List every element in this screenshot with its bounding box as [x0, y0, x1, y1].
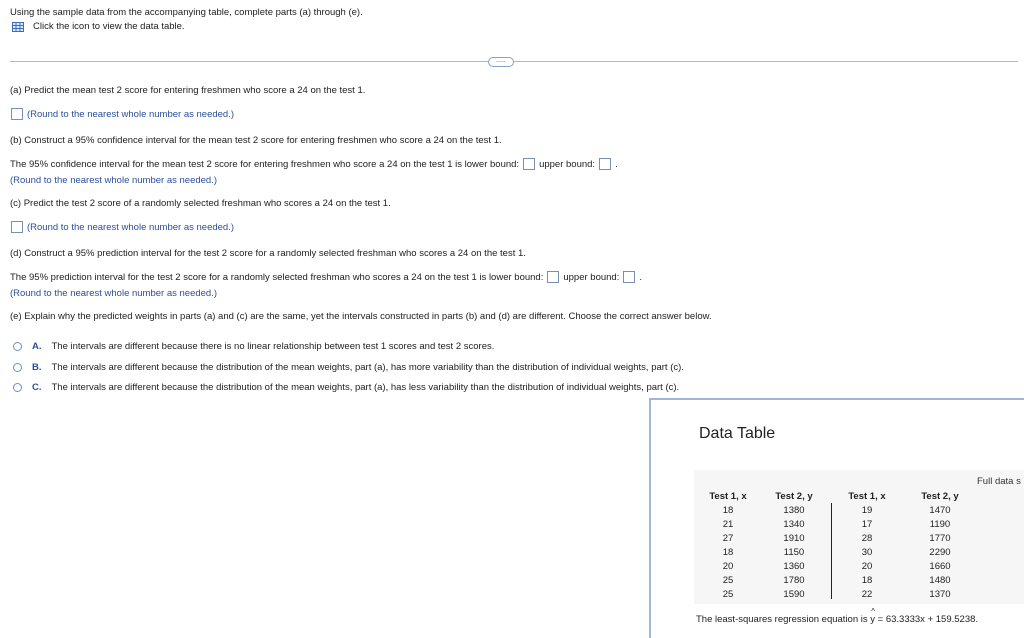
table-cell: 2290: [929, 547, 951, 558]
part-d-upper-input[interactable]: [623, 271, 635, 283]
table-cell: 18: [722, 505, 734, 516]
column-header: Test 2, y: [921, 491, 959, 502]
part-b-hint: (Round to the nearest whole number as needed.): [10, 175, 218, 186]
full-data-set-link[interactable]: Full data s: [977, 476, 1021, 487]
part-d-lower-input[interactable]: [547, 271, 559, 283]
option-a[interactable]: [13, 341, 494, 352]
table-cell: 1480: [929, 575, 951, 586]
table-grid-icon[interactable]: [12, 22, 24, 32]
table-column-3: [837, 490, 897, 602]
part-b-question: (b) Construct a 95% confidence interval for the mean test 2 score for entering freshmen who score a 24 on the test 1.: [10, 135, 502, 146]
part-b-upper-input[interactable]: [599, 158, 611, 170]
data-table-panel: [649, 398, 1024, 638]
regression-equation: [696, 607, 979, 625]
table-cell: 18: [861, 575, 873, 586]
table-column-divider: [831, 503, 832, 599]
data-table-title: Data Table: [699, 425, 776, 442]
table-cell: 1370: [929, 589, 951, 600]
part-a-question: (a) Predict the mean test 2 score for entering freshmen who score a 24 on the test 1.: [10, 85, 366, 96]
table-cell: 1150: [783, 547, 805, 558]
section-divider: [10, 61, 1018, 62]
equation-y: y: [870, 614, 876, 625]
y-hat: ^ y: [870, 607, 876, 625]
option-b-text: The intervals are different because the distribution of the mean weights, part (a), has more variability than the distribution of individual weights, part (c).: [51, 362, 684, 373]
expand-dots-button[interactable]: .....: [488, 57, 514, 67]
part-a-answer-input[interactable]: [11, 108, 23, 120]
table-cell: 19: [861, 505, 873, 516]
column-header: Test 1, x: [709, 491, 747, 502]
table-cell: 1590: [783, 589, 805, 600]
table-cell: 1770: [929, 533, 951, 544]
part-a-hint: (Round to the nearest whole number as needed.): [27, 108, 235, 120]
part-d-hint: (Round to the nearest whole number as needed.): [10, 288, 218, 299]
part-b-sentence: The 95% confidence interval for the mean test 2 score for entering freshmen who score a 24 on the test 1 is lower bound:: [10, 158, 520, 170]
part-b-upper-label: upper bound:: [539, 158, 596, 170]
part-e-question: (e) Explain why the predicted weights in parts (a) and (c) are the same, yet the intervals constructed in parts (b) and (d) are different. Choose the correct answer below.: [10, 311, 712, 322]
option-a-text: The intervals are different because there is no linear relationship between test 1 scores and test 2 scores.: [51, 341, 495, 352]
instruction-text: Using the sample data from the accompanying table, complete parts (a) through (e).: [10, 7, 363, 18]
part-c-hint: (Round to the nearest whole number as needed.): [27, 221, 235, 233]
option-c-text: The intervals are different because the distribution of the mean weights, part (a), has less variability than the distribution of individual weights, part (c).: [51, 382, 680, 393]
view-data-table-label: Click the icon to view the data table.: [33, 21, 185, 32]
table-cell: 17: [861, 519, 873, 530]
table-cell: 1660: [929, 561, 951, 572]
table-cell: 30: [861, 547, 873, 558]
table-cell: 22: [861, 589, 873, 600]
table-cell: 28: [861, 533, 873, 544]
option-a-letter: A.: [32, 341, 42, 352]
table-cell: 25: [722, 589, 734, 600]
column-header: Test 1, x: [848, 491, 886, 502]
table-cell: 21: [722, 519, 734, 530]
table-cell: 20: [861, 561, 873, 572]
table-cell: 27: [722, 533, 734, 544]
table-cell: 1910: [783, 533, 805, 544]
part-d-question: (d) Construct a 95% prediction interval for the test 2 score for a randomly selected freshman who scores a 24 on the test 1.: [10, 248, 526, 259]
table-cell: 1360: [783, 561, 805, 572]
option-c-radio[interactable]: [13, 383, 22, 392]
table-cell: 20: [722, 561, 734, 572]
column-header: Test 2, y: [775, 491, 813, 502]
option-c[interactable]: [13, 382, 679, 393]
table-column-4: [910, 490, 970, 602]
table-cell: 25: [722, 575, 734, 586]
table-cell: 1190: [929, 519, 951, 530]
view-data-table-link[interactable]: [12, 21, 185, 32]
option-a-radio[interactable]: [13, 342, 22, 351]
option-c-letter: C.: [32, 382, 42, 393]
option-b[interactable]: [13, 362, 684, 373]
equation-prefix: The least-squares regression equation is: [696, 614, 868, 625]
part-c-question: (c) Predict the test 2 score of a randomly selected freshman who scores a 24 on the test 1.: [10, 198, 391, 209]
table-cell: 1340: [783, 519, 805, 530]
table-cell: 1470: [929, 505, 951, 516]
table-cell: 1380: [783, 505, 805, 516]
table-cell: 1780: [783, 575, 805, 586]
table-column-2: [764, 490, 824, 602]
part-d-upper-label: upper bound:: [563, 271, 620, 283]
part-c-answer-input[interactable]: [11, 221, 23, 233]
table-column-1: [698, 490, 758, 602]
table-cell: 18: [722, 547, 734, 558]
equation-rhs: = 63.3333x + 159.5238.: [877, 614, 979, 625]
option-b-radio[interactable]: [13, 363, 22, 372]
option-b-letter: B.: [32, 362, 42, 373]
part-b-lower-input[interactable]: [523, 158, 535, 170]
part-d-sentence: The 95% prediction interval for the test 2 score for a randomly selected freshman who scores a 24 on the test 1 is lower bound:: [10, 271, 544, 283]
